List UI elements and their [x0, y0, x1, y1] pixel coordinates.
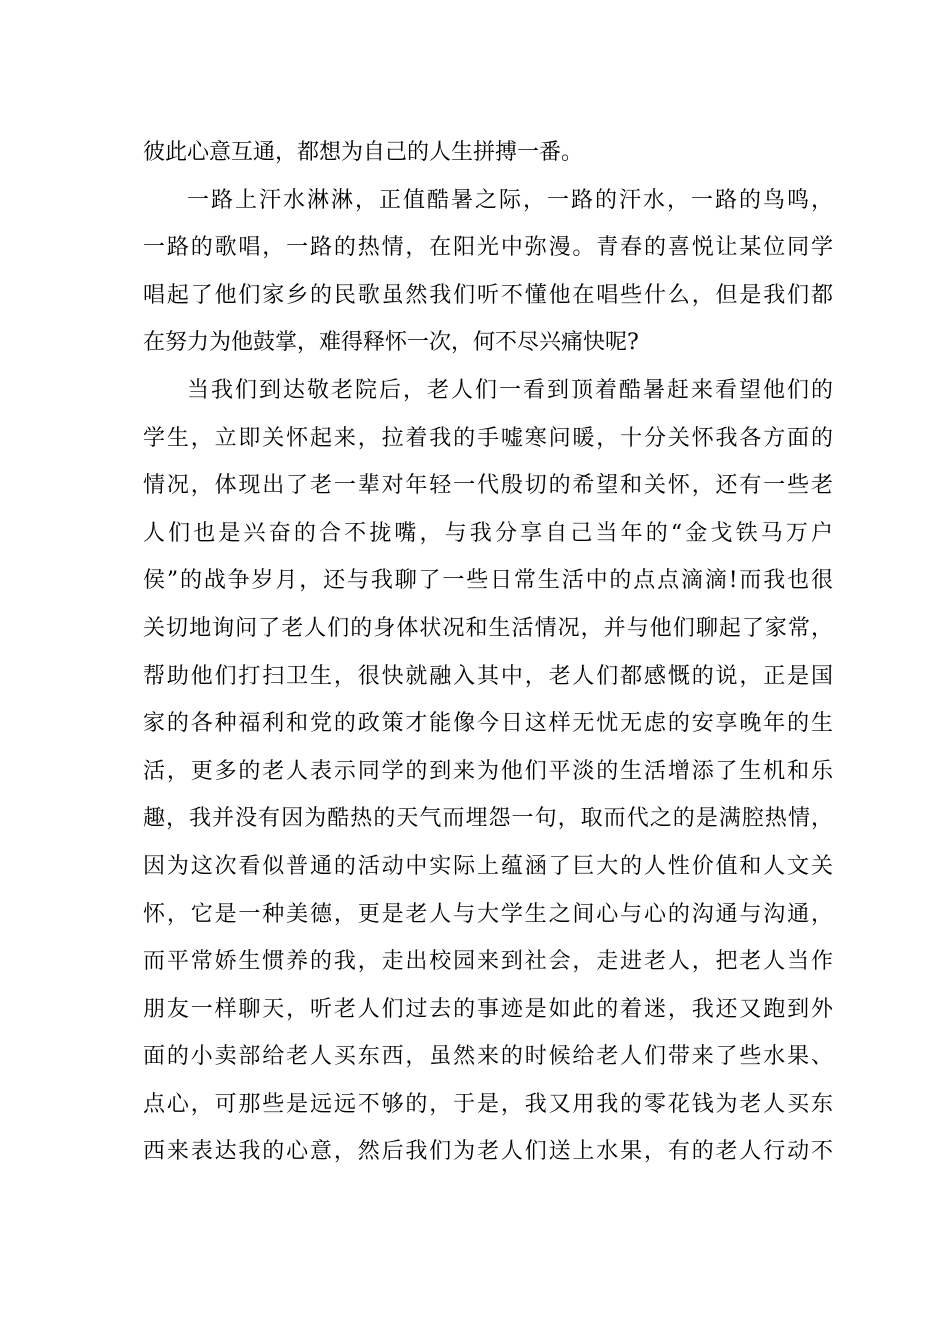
text-line-4: 唱起了他们家乡的民歌虽然我们听不懂他在唱些什么，但是我们都 — [143, 282, 833, 308]
text-line-3: 一路的歌唱，一路的热情，在阳光中弥漫。青春的喜悦让某位同学 — [143, 235, 833, 261]
text-line-12: 帮助他们打扫卫生，很快就融入其中，老人们都感慨的说，正是国 — [143, 663, 833, 689]
text-line-15: 趣，我并没有因为酷热的天气而埋怨一句，取而代之的是满腔热情， — [143, 806, 833, 832]
text-line-1: 彼此心意互通，都想为自己的人生拼搏一番。 — [143, 140, 584, 165]
text-line-10: 侯”的战争岁月，还与我聊了一些日常生活中的点点滴滴!而我也很 — [143, 568, 833, 594]
text-line-13: 家的各种福利和党的政策才能像今日这样无忧无虑的安享晚年的生 — [143, 711, 833, 737]
text-line-6: 当我们到达敬老院后，老人们一看到顶着酷暑赶来看望他们的 — [187, 377, 833, 403]
text-line-2: 一路上汗水淋淋，正值酷暑之际，一路的汗水，一路的鸟鸣， — [187, 187, 833, 213]
text-line-18: 而平常娇生惯养的我，走出校园来到社会，走进老人，把老人当作 — [143, 949, 833, 975]
text-line-7: 学生，立即关怀起来，拉着我的手嘘寒问暖，十分关怀我各方面的 — [143, 425, 833, 451]
text-line-20: 面的小卖部给老人买东西，虽然来的时候给老人们带来了些水果、 — [143, 1044, 833, 1070]
text-line-16: 因为这次看似普通的活动中实际上蕴涵了巨大的人性价值和人文关 — [143, 853, 833, 879]
text-line-22: 西来表达我的心意，然后我们为老人们送上水果，有的老人行动不 — [143, 1139, 833, 1165]
text-line-21: 点心，可那些是远远不够的，于是，我又用我的零花钱为老人买东 — [143, 1091, 833, 1117]
text-line-14: 活，更多的老人表示同学的到来为他们平淡的生活增添了生机和乐 — [143, 758, 833, 784]
body-text — [143, 129, 833, 1176]
text-line-5: 在努力为他鼓掌，难得释怀一次，何不尽兴痛快呢? — [143, 330, 639, 356]
text-line-8: 情况，体现出了老一辈对年轻一代殷切的希望和关怀，还有一些老 — [143, 473, 833, 499]
text-line-19: 朋友一样聊天，听老人们过去的事迹是如此的着迷，我还又跑到外 — [143, 996, 833, 1022]
text-line-17: 怀，它是一种美德，更是老人与大学生之间心与心的沟通与沟通， — [143, 901, 833, 927]
text-line-11: 关切地询问了老人们的身体状况和生活情况，并与他们聊起了家常， — [143, 615, 833, 641]
text-line-9: 人们也是兴奋的合不拢嘴，与我分享自己当年的“金戈铁马万户 — [143, 520, 833, 546]
